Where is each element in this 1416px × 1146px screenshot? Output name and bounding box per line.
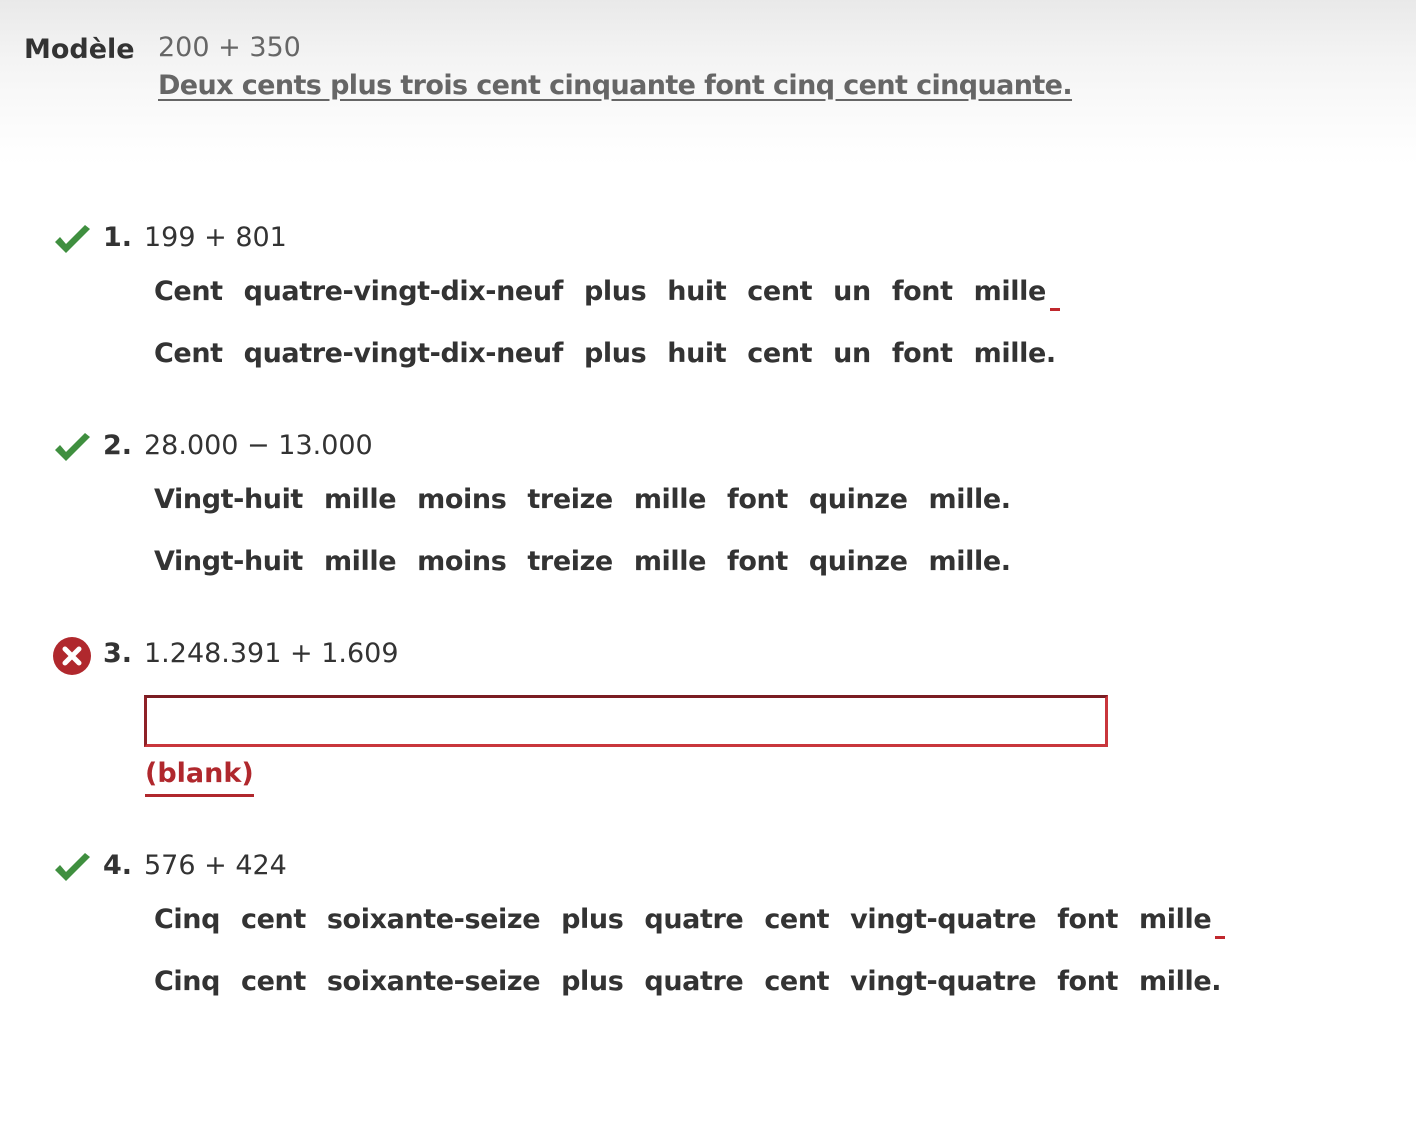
correct-word: treize — [527, 546, 613, 577]
answer-word: treize — [527, 484, 613, 515]
correct-word: Vingt-huit — [154, 546, 303, 577]
correct-word: soixante-seize — [326, 966, 541, 997]
answer-word: mille — [323, 484, 397, 515]
answer-word: font — [891, 276, 953, 307]
correct-answer-row — [154, 542, 1011, 582]
item-number: 2. — [103, 430, 133, 461]
answer-word: un — [833, 276, 871, 307]
correct-word: font — [891, 338, 953, 369]
answer-word: mille — [1139, 904, 1212, 935]
correct-word: moins — [417, 546, 507, 577]
model-answer: Deux cents plus trois cent cinquante font cinq cent cinquante. — [158, 70, 1073, 101]
model-section — [0, 0, 1416, 165]
correct-word: cent — [747, 338, 813, 369]
answer-word: quatre — [644, 904, 744, 935]
checkmark-icon — [52, 428, 92, 468]
correct-word: quatre-vingt-dix-neuf — [243, 338, 563, 369]
x-circle-icon — [52, 636, 92, 676]
answer-word: vingt-quatre — [850, 904, 1037, 935]
correct-answer-row — [154, 962, 1221, 1002]
correct-word: cent — [241, 966, 306, 997]
item-expression: 28.000 − 13.000 — [144, 430, 373, 461]
answer-word: quinze — [808, 484, 908, 515]
correct-word: quatre — [644, 966, 744, 997]
correct-word: mille — [633, 546, 707, 577]
answer-word: cent — [764, 904, 830, 935]
item-number: 4. — [103, 850, 133, 881]
answer-word: quatre-vingt-dix-neuf — [243, 276, 563, 307]
correct-word: mille. — [1139, 966, 1222, 997]
answer-word: Cent — [154, 276, 223, 307]
correct-word: font — [727, 546, 788, 577]
missing-punctuation-mark — [1050, 308, 1060, 311]
blank-answer-label: (blank) — [145, 756, 254, 797]
answer-word: font — [1057, 904, 1119, 935]
answer-word: mille. — [928, 484, 1011, 515]
correct-word: mille. — [973, 338, 1056, 369]
answer-input[interactable] — [144, 695, 1108, 747]
correct-word: plus — [584, 338, 647, 369]
correct-word: mille. — [928, 546, 1011, 577]
answer-word: cent — [747, 276, 813, 307]
item-expression: 199 + 801 — [144, 222, 287, 253]
item-number: 1. — [103, 222, 133, 253]
model-label: Modèle — [24, 34, 135, 65]
correct-word: cent — [764, 966, 830, 997]
model-expression: 200 + 350 — [158, 32, 301, 63]
answer-word: moins — [417, 484, 507, 515]
answer-word: mille — [633, 484, 707, 515]
item-expression: 1.248.391 + 1.609 — [144, 638, 399, 669]
answer-word: Vingt-huit — [154, 484, 303, 515]
correct-word: Cinq — [154, 966, 221, 997]
answer-word: plus — [561, 904, 624, 935]
answer-word: font — [727, 484, 788, 515]
correct-word: plus — [561, 966, 624, 997]
checkmark-icon — [52, 220, 92, 260]
missing-punctuation-mark — [1215, 936, 1225, 939]
correct-word: mille — [323, 546, 397, 577]
answer-word: huit — [667, 276, 727, 307]
answer-word: soixante-seize — [326, 904, 541, 935]
correct-word: quinze — [808, 546, 908, 577]
answer-word: cent — [241, 904, 306, 935]
checkmark-icon — [52, 848, 92, 888]
student-answer-row — [154, 480, 1011, 520]
item-expression: 576 + 424 — [144, 850, 287, 881]
answer-word: plus — [584, 276, 647, 307]
correct-word: Cent — [154, 338, 223, 369]
student-answer-row — [154, 900, 1225, 940]
correct-word: huit — [667, 338, 727, 369]
answer-word: Cinq — [154, 904, 221, 935]
student-answer-row — [154, 272, 1060, 312]
correct-word: un — [833, 338, 871, 369]
item-number: 3. — [103, 638, 133, 669]
correct-word: font — [1057, 966, 1119, 997]
correct-answer-row — [154, 334, 1056, 374]
answer-word: mille — [973, 276, 1046, 307]
correct-word: vingt-quatre — [850, 966, 1037, 997]
